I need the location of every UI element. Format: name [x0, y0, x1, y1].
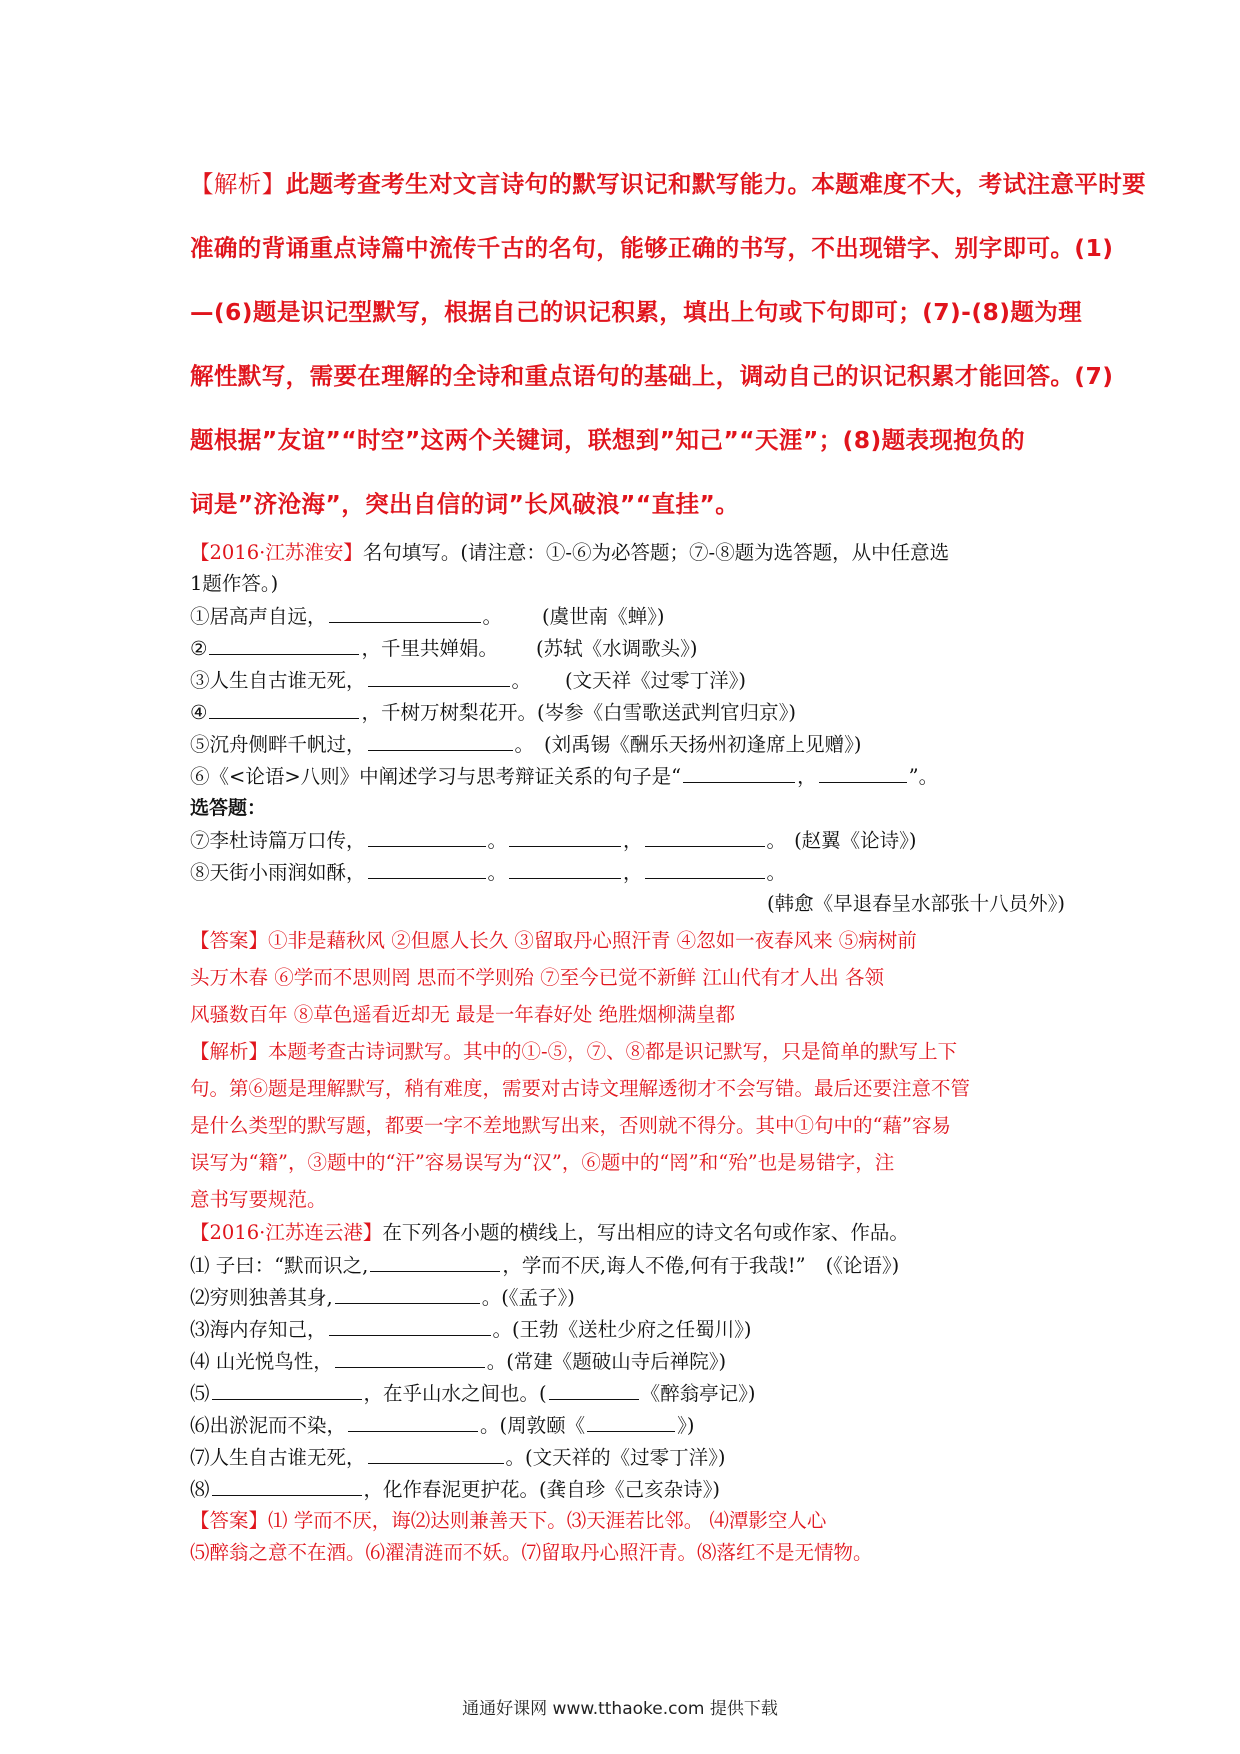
- ly-question-1: ⑴ 子曰：“默而识之, ，学而不厌,诲人不倦,何有于我哉!” (《论语》): [190, 1250, 899, 1281]
- analysis-line: 【解析】此题考查考生对文言诗句的默写识记和默写能力。本题难度不大，考试注意平时要: [190, 170, 1147, 198]
- answer-blank[interactable]: [329, 601, 481, 623]
- answer-blank[interactable]: [509, 825, 621, 847]
- question-1: ①居高声自远， 。 (虞世南《蝉》): [190, 601, 665, 632]
- answer-blank[interactable]: [209, 633, 359, 655]
- question-5: ⑤沉舟侧畔千帆过， 。 (刘禹锡《酬乐天扬州初逢席上见赠》): [190, 729, 862, 760]
- answer-blank[interactable]: [645, 825, 765, 847]
- source-tag: 【2016·江苏淮安】: [190, 541, 363, 564]
- lianyungang-answer-line: ⑸醉翁之意不在酒。⑹濯清涟而不妖。⑺留取丹心照汗青。⑻落红不是无情物。: [190, 1541, 873, 1564]
- huaian-intro: 【2016·江苏淮安】名句填写。(请注意：①-⑥为必答题；⑦-⑧题为选答题，从中任意选: [190, 541, 950, 564]
- analysis-line: —(6)题是识记型默写，根据自己的识记积累，填出上句或下句即可；(7)-(8)题为理: [190, 298, 1083, 326]
- answer-blank[interactable]: [587, 1410, 675, 1432]
- analysis-line: 解性默写，需要在理解的全诗和重点语句的基础上，调动自己的识记积累才能回答。(7): [190, 362, 1114, 390]
- lianyungang-answer: 【答案】⑴ 学而不厌，诲⑵达则兼善天下。⑶天涯若比邻。 ⑷潭影空人心: [190, 1509, 827, 1532]
- ly-question-5: ⑸ ，在乎山水之间也。( 《醉翁亭记》): [190, 1378, 755, 1409]
- ly-question-8: ⑻ ，化作春泥更护花。(龚自珍《己亥杂诗》): [190, 1474, 720, 1505]
- huaian-answer-line: 风骚数百年 ⑧草色遥看近却无 最是一年春好处 绝胜烟柳满皇都: [190, 1003, 736, 1026]
- question-8: ⑧天街小雨润如酥， 。 ， 。: [190, 857, 786, 888]
- question-3: ③人生自古谁无死， 。 (文天祥《过零丁洋》): [190, 665, 746, 696]
- ly-question-4: ⑷ 山光悦鸟性， 。(常建《题破山寺后禅院》): [190, 1346, 726, 1377]
- source-tag: 【2016·江苏连云港】: [190, 1221, 383, 1244]
- huaian-intro-cont: 1题作答。): [190, 572, 279, 595]
- question-2: ② ，千里共婵娟。 (苏轼《水调歌头》): [190, 633, 697, 664]
- answer-blank[interactable]: [335, 1346, 485, 1368]
- huaian-analysis-line: 意书写要规范。: [190, 1188, 327, 1211]
- answer-blank[interactable]: [348, 1410, 478, 1432]
- analysis-tag: 【解析】: [190, 1040, 269, 1063]
- ly-question-3: ⑶海内存知己， 。(王勃《送杜少府之任蜀川》): [190, 1314, 751, 1345]
- analysis-line: 题根据”友谊”“时空”这两个关键词，联想到”知己”“天涯”；(8)题表现抱负的: [190, 426, 1025, 454]
- answer-blank[interactable]: [209, 697, 359, 719]
- ly-question-2: ⑵穷则独善其身, 。(《孟子》): [190, 1282, 575, 1313]
- answer-blank[interactable]: [368, 729, 513, 751]
- huaian-analysis-line: 误写为“籍”，③题中的“汗”容易误写为“汉”，⑥题中的“罔”和“殆”也是易错字，注: [190, 1151, 895, 1174]
- question-6: ⑥《<论语>八则》中阐述学习与思考辩证关系的句子是“ ， ”。: [190, 761, 938, 792]
- answer-blank[interactable]: [335, 1282, 480, 1304]
- question-4: ④ ，千树万树梨花开。(岑参《白雪歌送武判官归京》): [190, 697, 796, 728]
- huaian-answer: 【答案】①非是藉秋风 ②但愿人长久 ③留取丹心照汗青 ④忽如一夜春风来 ⑤病树前: [190, 929, 917, 952]
- ly-question-7: ⑺人生自古谁无死， 。(文天祥的《过零丁洋》): [190, 1442, 725, 1473]
- answer-blank[interactable]: [645, 857, 765, 879]
- question-8-source: (韩愈《早退春呈水部张十八员外》): [767, 892, 1065, 915]
- huaian-analysis: 【解析】本题考查古诗词默写。其中的①-⑤，⑦、⑧都是识记默写，只是简单的默写上下: [190, 1040, 958, 1063]
- ly-question-6: ⑹出淤泥而不染， 。(周敦颐《 》): [190, 1410, 694, 1441]
- answer-blank[interactable]: [368, 825, 486, 847]
- answer-blank[interactable]: [509, 857, 621, 879]
- answer-tag: 【答案】: [190, 929, 269, 952]
- answer-blank[interactable]: [368, 665, 510, 687]
- analysis-paragraph-1: [190, 152, 1147, 536]
- optional-heading: 选答题：: [190, 797, 267, 819]
- answer-blank[interactable]: [683, 761, 795, 783]
- huaian-analysis-line: 句。第⑥题是理解默写，稍有难度，需要对古诗文理解透彻才不会写错。最后还要注意不管: [190, 1077, 971, 1100]
- answer-blank[interactable]: [329, 1314, 491, 1336]
- answer-tag: 【答案】: [190, 1509, 269, 1532]
- huaian-analysis-line: 是什么类型的默写题，都要一字不差地默写出来，否则就不得分。其中①句中的“藉”容易: [190, 1114, 951, 1137]
- question-7: ⑦李杜诗篇万口传， 。 ， 。 (赵翼《论诗》): [190, 825, 917, 856]
- huaian-answer-line: 头万木春 ⑥学而不思则罔 思而不学则殆 ⑦至今已觉不新鲜 江山代有才人出 各领: [190, 966, 884, 989]
- answer-blank[interactable]: [212, 1378, 362, 1400]
- answer-blank[interactable]: [212, 1474, 362, 1496]
- answer-blank[interactable]: [370, 1250, 500, 1272]
- lianyungang-intro: 【2016·江苏连云港】在下列各小题的横线上，写出相应的诗文名句或作家、作品。: [190, 1221, 909, 1244]
- analysis-tag: 【解析】: [190, 170, 286, 198]
- answer-blank[interactable]: [368, 857, 486, 879]
- answer-blank[interactable]: [368, 1442, 504, 1464]
- analysis-line: 词是”济沧海”，突出自信的词”长风破浪”“直挂”。: [190, 490, 740, 518]
- answer-blank[interactable]: [819, 761, 907, 783]
- answer-blank[interactable]: [549, 1378, 639, 1400]
- page-footer: 通通好课网 www.tthaoke.com 提供下载: [462, 1699, 778, 1719]
- analysis-line: 准确的背诵重点诗篇中流传千古的名句，能够正确的书写，不出现错字、别字即可。(1): [190, 234, 1114, 262]
